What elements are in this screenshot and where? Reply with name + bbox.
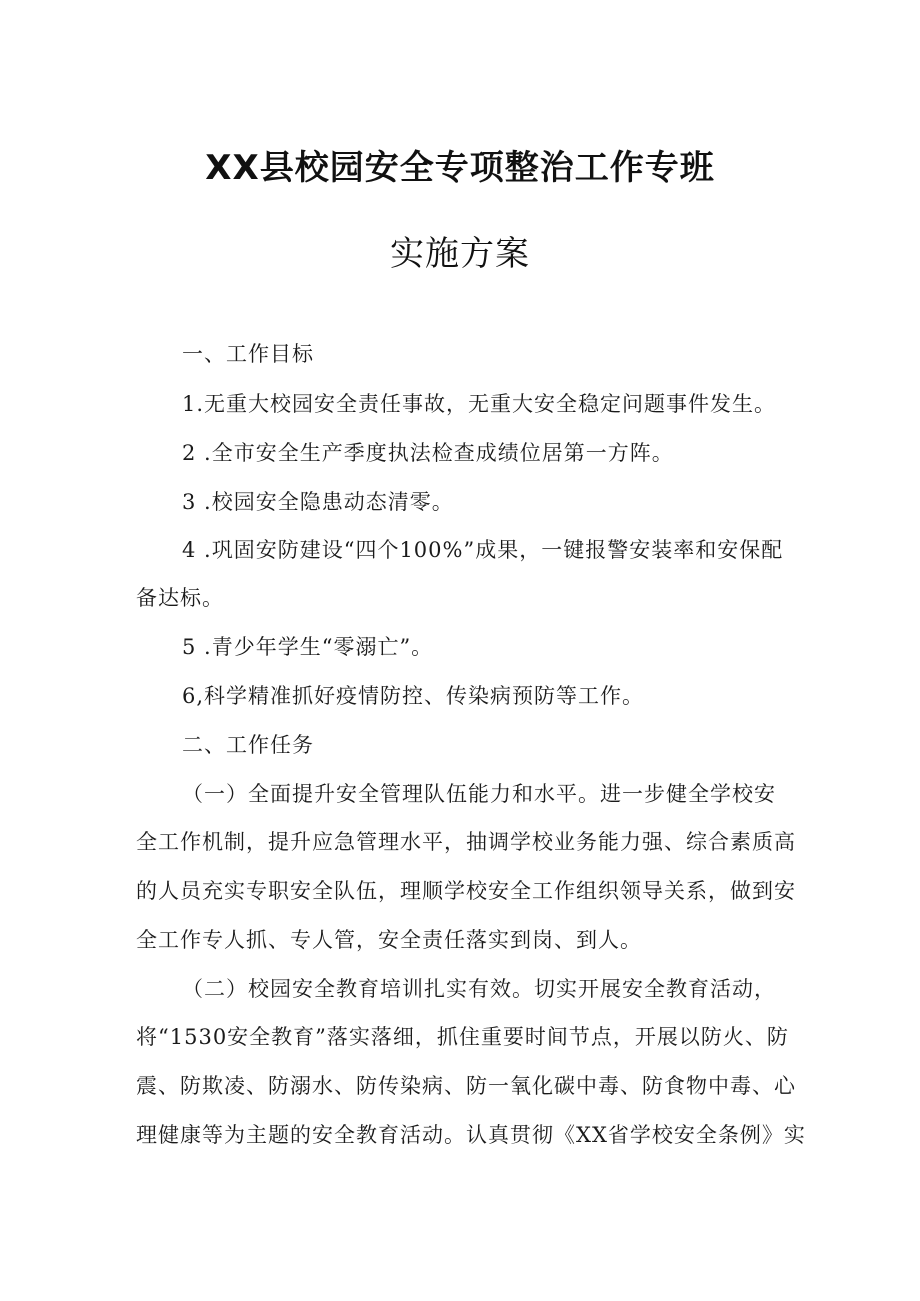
task-2-line-1: （二）校园安全教育培训扎实有效。切实开展安全教育活动，: [182, 977, 776, 1001]
task-2-line-3: 震、防欺凌、防溺水、防传染病、防一氧化碳中毒、防食物中毒、心: [136, 1074, 796, 1098]
goal-item-1: 1.无重大校园安全责任事故，无重大安全稳定问题事件发生。: [182, 392, 777, 416]
section-heading-goals: 一、工作目标: [182, 342, 314, 366]
goal-item-3: 3 .校园安全隐患动态清零。: [182, 490, 454, 514]
goal-item-2: 2 .全市安全生产季度执法检查成绩位居第一方阵。: [182, 441, 674, 465]
document-subtitle: 实施方案: [390, 234, 530, 274]
goal-item-4-continued: 备达标。: [136, 586, 224, 610]
goal-item-6: 6,科学精准抓好疫情防控、传染病预防等工作。: [182, 684, 645, 708]
task-1-line-2: 全工作机制，提升应急管理水平，抽调学校业务能力强、综合素质高: [136, 830, 796, 854]
task-1-line-1: （一）全面提升安全管理队伍能力和水平。进一步健全学校安: [182, 782, 776, 806]
goal-item-5: 5 .青少年学生“零溺亡”。: [182, 635, 434, 659]
goal-item-4: 4 .巩固安防建设“四个100%”成果，一键报警安装率和安保配: [182, 538, 784, 562]
task-2-line-4: 理健康等为主题的安全教育活动。认真贯彻《XX省学校安全条例》实: [136, 1123, 806, 1147]
task-1-line-3: 的人员充实专职安全队伍，理顺学校安全工作组织领导关系，做到安: [136, 879, 796, 903]
task-1-line-4: 全工作专人抓、专人管，安全责任落实到岗、到人。: [136, 928, 642, 952]
task-2-line-2: 将“1530安全教育”落实落细，抓住重要时间节点，开展以防火、防: [136, 1025, 789, 1049]
section-heading-tasks: 二、工作任务: [182, 733, 314, 757]
document-title: XX县校园安全专项整治工作专班: [205, 148, 715, 188]
